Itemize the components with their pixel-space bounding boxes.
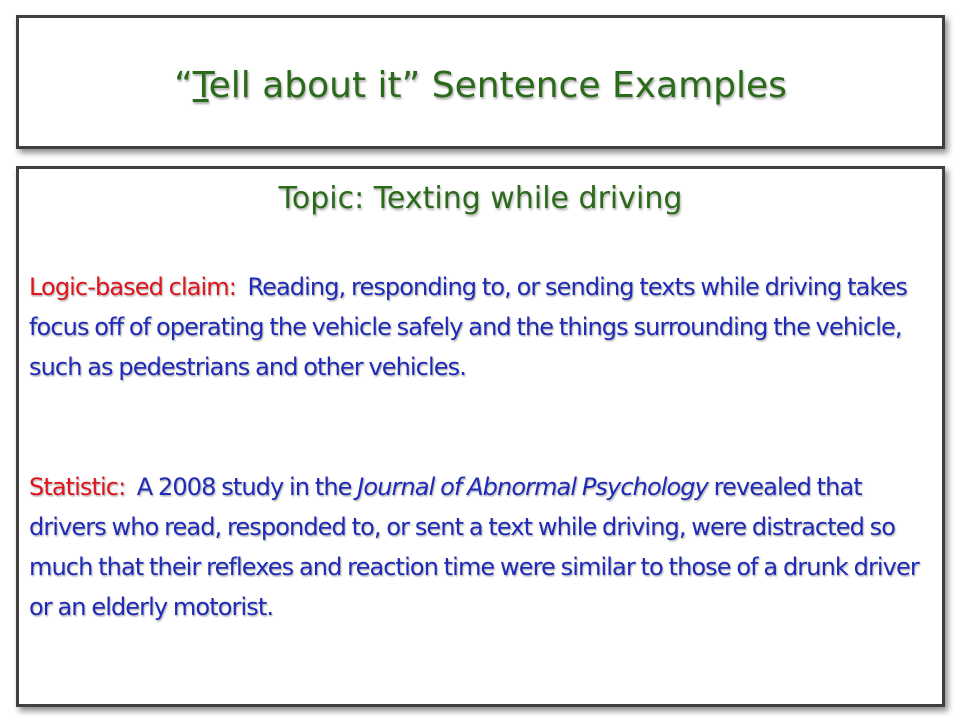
claim-text: Reading, responding to, or sending texts while driving takes focus off of operating the vehicle safely and the things surrounding the vehicle, such as pedestrians and other vehicles. <box>29 273 908 381</box>
title-rest: ell about it” Sentence Examples <box>208 65 787 106</box>
claim-paragraph <box>29 267 935 387</box>
statistic-source: Journal of Abnormal Psychology <box>357 473 708 501</box>
title-open-quote: “ <box>174 65 193 106</box>
topic-heading: Topic: Texting while driving <box>278 181 683 216</box>
statistic-text-before: A 2008 study in the <box>136 473 352 501</box>
statistic-text-after: revealed that drivers who read, responded to, or sent a text while driving, were distracted so much that their reflexes and reaction time were similar to those of a drunk driver or an elderly motorist. <box>29 473 919 621</box>
claim-label: Logic-based claim: <box>29 273 236 301</box>
statistic-paragraph <box>29 467 935 627</box>
title-box <box>16 15 945 149</box>
slide-title <box>19 64 942 108</box>
title-first-letter: T <box>192 65 209 106</box>
statistic-label: Statistic: <box>29 473 126 501</box>
content-box <box>16 166 945 707</box>
